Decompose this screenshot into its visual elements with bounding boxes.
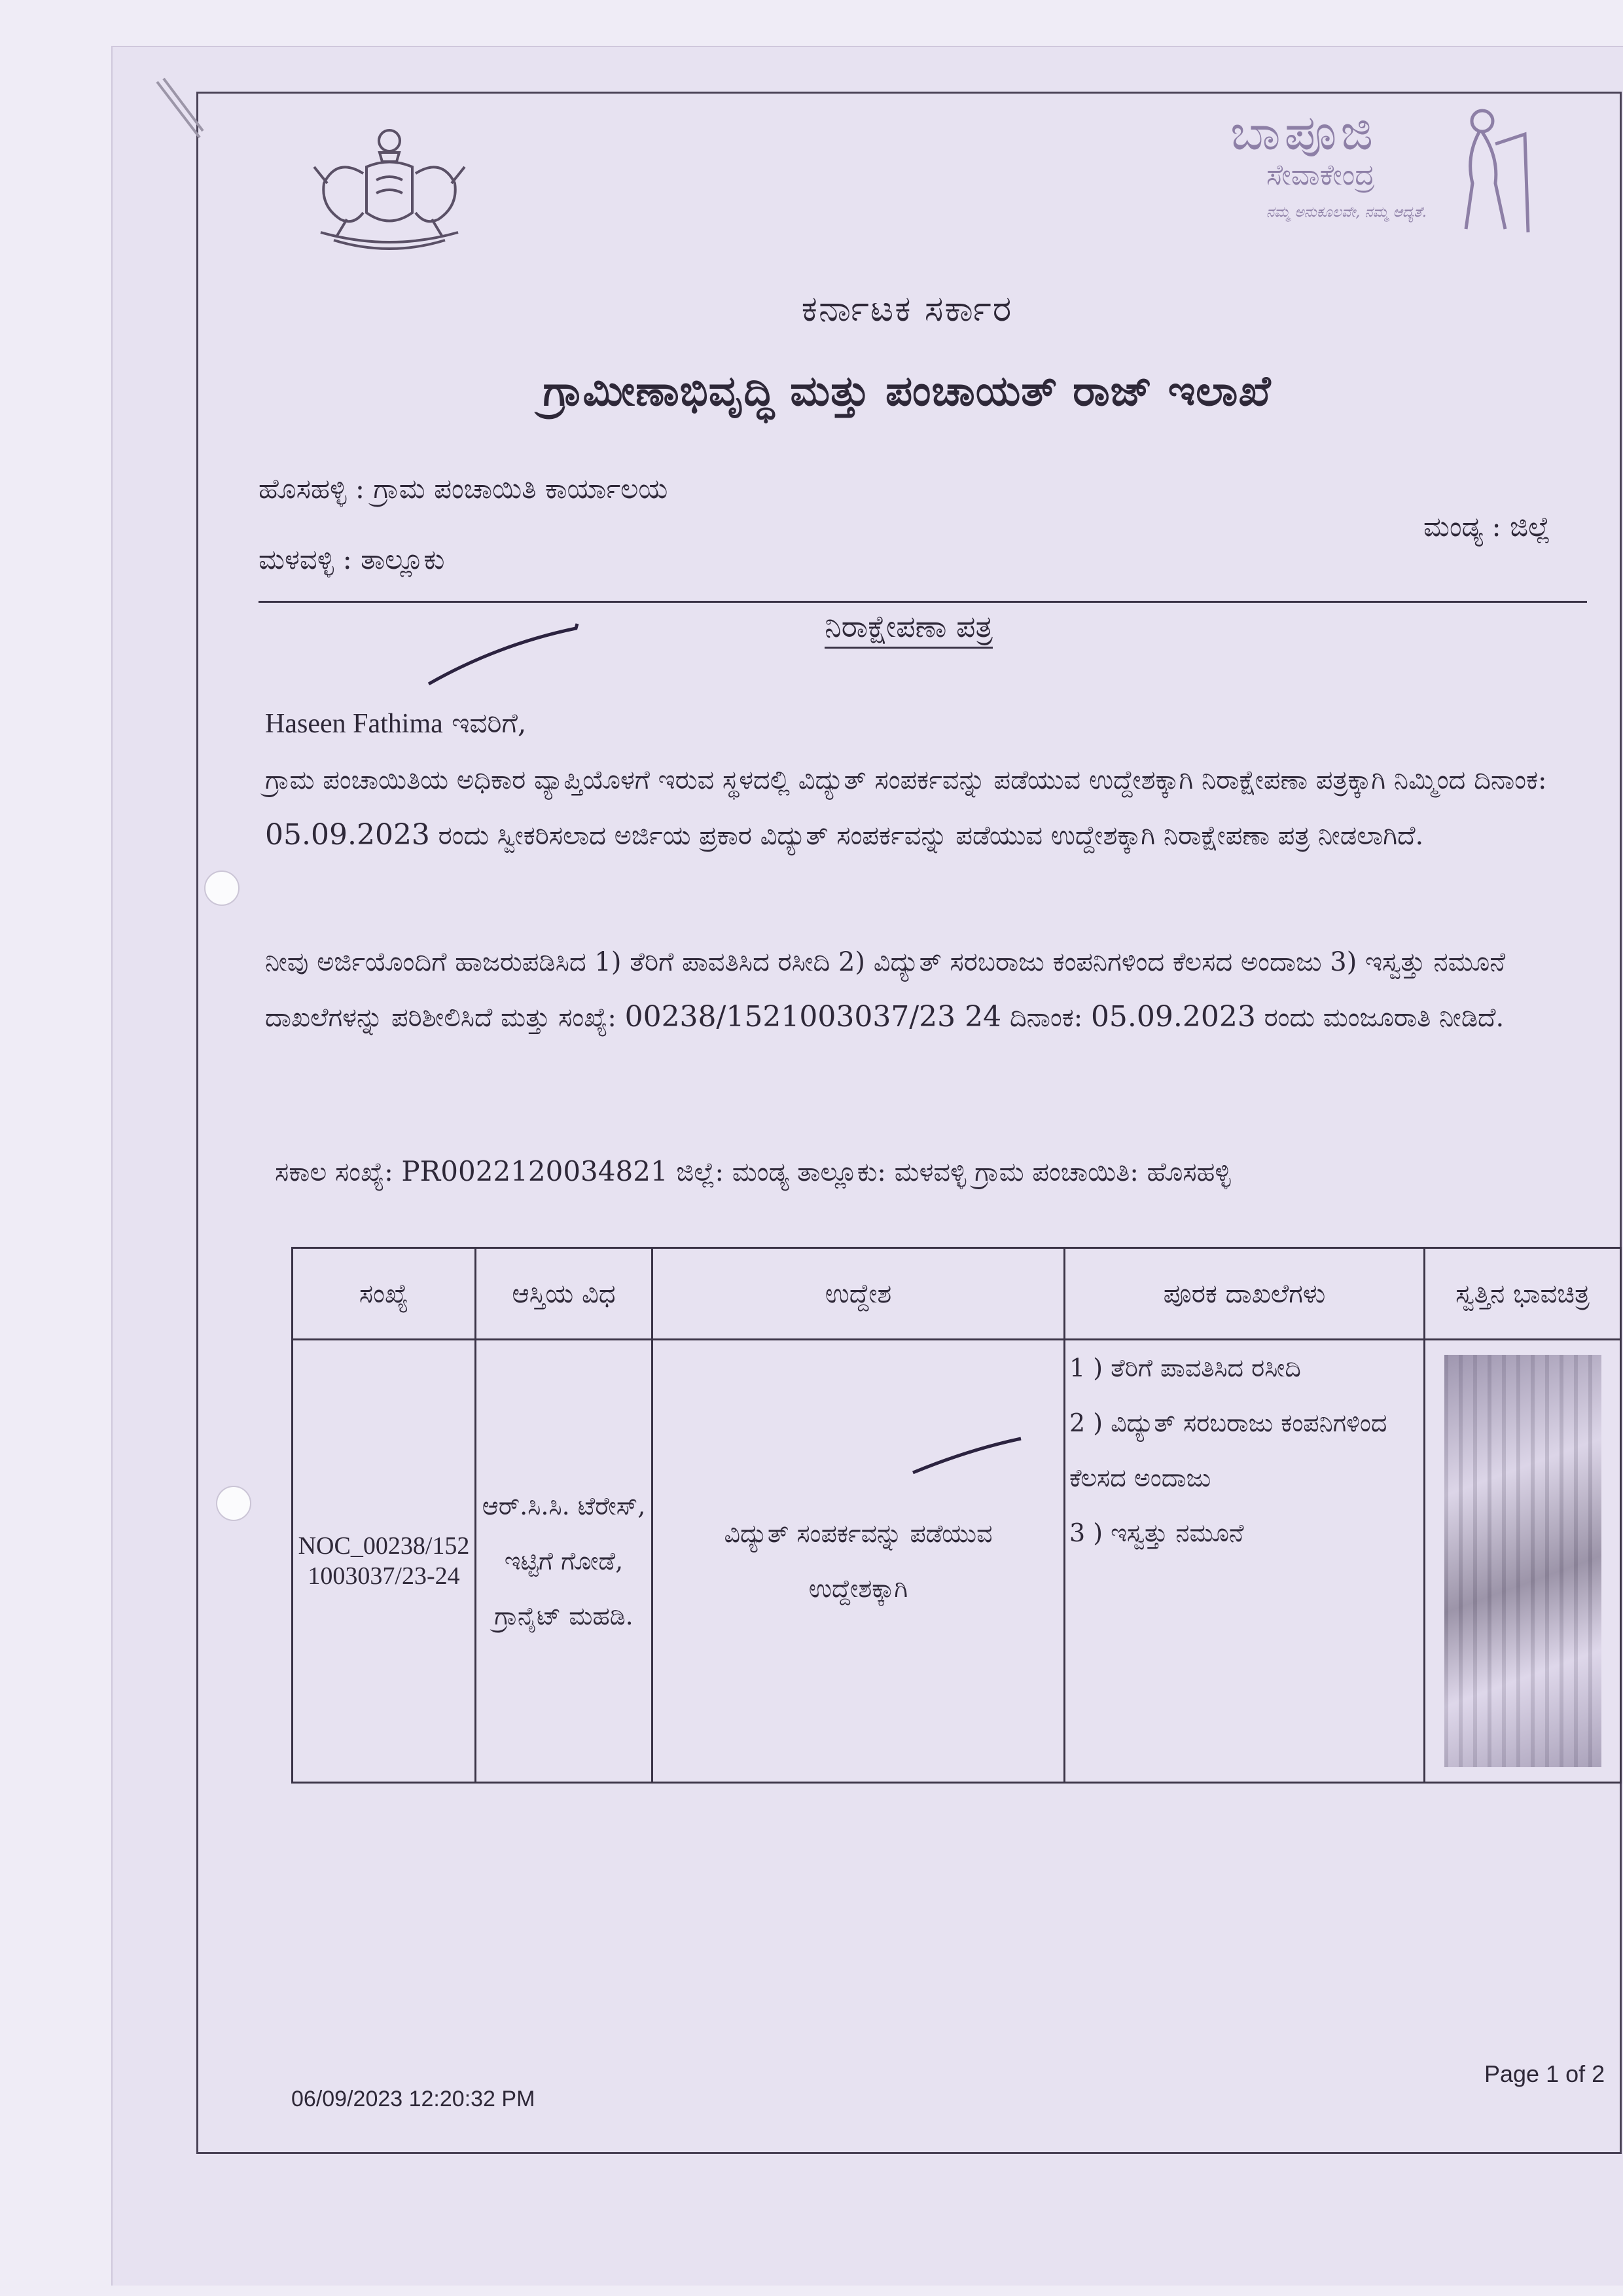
col-header-purpose: ಉದ್ದೇಶ bbox=[652, 1248, 1065, 1340]
col-header-property-type: ಆಸ್ತಿಯ ವಿಧ bbox=[476, 1248, 652, 1340]
gandhi-silhouette-icon bbox=[1446, 105, 1538, 236]
approval-number: 00238/1521003037/23 24 bbox=[624, 1000, 1002, 1033]
staple-mark bbox=[154, 75, 206, 147]
table-row bbox=[293, 1340, 1621, 1783]
punch-hole bbox=[204, 870, 240, 906]
purpose-cell: ವಿದ್ಯುತ್ ಸಂಪರ್ಕವನ್ನು ಪಡೆಯುವ ಉದ್ದೇಶಕ್ಕಾಗಿ bbox=[652, 1340, 1065, 1783]
approval-date: 05.09.2023 bbox=[1090, 1000, 1256, 1033]
noc-details-table bbox=[291, 1247, 1622, 1784]
photo-cell bbox=[1425, 1340, 1621, 1783]
table-header-row bbox=[293, 1248, 1621, 1340]
department-heading: ಗ್ರಾಮೀಣಾಭಿವೃದ್ಧಿ ಮತ್ತು ಪಂಚಾಯತ್ ರಾಜ್ ಇಲಾಖೆ bbox=[543, 367, 1272, 416]
para2-text-c: ರಂದು ಮಂಜೂರಾತಿ ನೀಡಿದೆ. bbox=[1255, 1003, 1505, 1033]
logo-name: ಬಾಪೂಜಿ bbox=[1230, 105, 1378, 161]
document-item: 2 ) ವಿದ್ಯುತ್ ಸರಬರಾಜು ಕಂಪನಿಗಳಿಂದ ಕೆಲಸದ ಅಂದಾಜು bbox=[1069, 1408, 1387, 1492]
noc-number-cell: NOC_00238/1521003037/23-24 bbox=[293, 1340, 476, 1783]
property-photo bbox=[1444, 1355, 1601, 1767]
col-header-number: ಸಂಖ್ಯೆ bbox=[293, 1248, 476, 1340]
recipient-name: Haseen Fathima bbox=[265, 709, 443, 739]
sakala-location: ಜಿಲ್ಲೆ: ಮಂಡ್ಯ ತಾಲ್ಲೂಕು: ಮಳವಳ್ಳಿ ಗ್ರಾಮ ಪಂಚಾಯಿತಿ: ಹೊಸಹಳ್ಳಿ bbox=[668, 1157, 1231, 1187]
para1-text-a: ಗ್ರಾಮ ಪಂಚಾಯಿತಿಯ ಅಧಿಕಾರ ವ್ಯಾಪ್ತಿಯೊಳಗೆ ಇರುವ ಸ್ಥಳದಲ್ಲಿ ವಿದ್ಯುತ್ ಸಂಪರ್ಕವನ್ನು ಪಡೆಯುವ ಉದ್ದೇಶಕ್ಕಾಗಿ ನಿರಾಕ್ಷೇಪಣಾ ಪತ್ರಕ್ಕಾಗಿ ನಿಮ್ಮಿಂದ ದಿನಾಂಕ: bbox=[265, 765, 1547, 795]
property-type-cell: ಆರ್.ಸಿ.ಸಿ. ಟೆರೇಸ್, ಇಟ್ಟಿಗೆ ಗೋಡೆ, ಗ್ರಾನೈಟ್ ಮಹಡಿ. bbox=[476, 1340, 652, 1783]
documents-cell bbox=[1065, 1340, 1425, 1783]
para2-text-a: ನೀವು ಅರ್ಜಿಯೊಂದಿಗೆ ಹಾಜರುಪಡಿಸಿದ 1) ತೆರಿಗೆ ಪಾವತಿಸಿದ ರಸೀದಿ 2) ವಿದ್ಯುತ್ ಸರಬರಾಜು ಕಂಪನಿಗಳಿಂದ ಕೆಲಸದ ಅಂದಾಜು 3) ಇಸ್ವತ್ತು ನಮೂನೆ ದಾಖಲೆಗಳನ್ನು ಪರಿಶೀಲಿಸಿದೆ ಮತ್ತು ಸಂಖ್ಯೆ: bbox=[265, 947, 1506, 1033]
pen-tick-mark bbox=[910, 1433, 1027, 1479]
taluk-line: ಮಳವಳ್ಳಿ : ತಾಲ್ಲೂಕು bbox=[259, 543, 445, 575]
paragraph-application bbox=[265, 753, 1587, 863]
office-line: ಹೊಸಹಳ್ಳಿ : ಗ್ರಾಮ ಪಂಚಾಯಿತಿ ಕಾರ್ಯಾಲಯ bbox=[259, 473, 668, 505]
para1-text-b: ರಂದು ಸ್ವೀಕರಿಸಲಾದ ಅರ್ಜಿಯ ಪ್ರಕಾರ ವಿದ್ಯುತ್ ಸಂಪರ್ಕವನ್ನು ಪಡೆಯುವ ಉದ್ದೇಶಕ್ಕಾಗಿ ನಿರಾಕ್ಷೇಪಣಾ ಪತ್ರ ನೀಡಲಾಗಿದೆ. bbox=[429, 821, 1424, 851]
pen-tick-mark bbox=[425, 619, 582, 691]
sakala-number: PR0022120034821 bbox=[401, 1155, 668, 1187]
document-item: 3 ) ಇಸ್ವತ್ತು ನಮೂನೆ bbox=[1069, 1518, 1244, 1547]
sakala-line bbox=[275, 1155, 1231, 1187]
government-heading: ಕರ್ನಾಟಕ ಸರ್ಕಾರ bbox=[801, 288, 1013, 329]
bapuji-logo bbox=[1230, 105, 1538, 236]
paragraph-approval bbox=[265, 935, 1587, 1045]
salutation-suffix: ಇವರಿಗೆ, bbox=[442, 707, 527, 739]
punch-hole bbox=[216, 1486, 251, 1521]
header-divider bbox=[259, 601, 1587, 603]
col-header-photo: ಸ್ವತ್ತಿನ ಭಾವಚಿತ್ರ bbox=[1425, 1248, 1621, 1340]
salutation bbox=[265, 707, 526, 740]
logo-subtitle: ಸೇವಾಕೇಂದ್ರ bbox=[1266, 158, 1375, 192]
page-indicator: Page 1 of 2 bbox=[1484, 2060, 1605, 2087]
logo-tagline: ನಮ್ಮ ಅನುಕೂಲವೇ, ನಮ್ಮ ಆದ್ಯತೆ. bbox=[1266, 204, 1427, 221]
sakala-label: ಸಕಾಲ ಸಂಖ್ಯೆ: bbox=[275, 1157, 402, 1187]
district-line: ಮಂಡ್ಯ : ಜಿಲ್ಲೆ bbox=[1423, 511, 1551, 543]
karnataka-emblem-icon bbox=[301, 121, 478, 259]
document-item: 1 ) ತೆರಿಗೆ ಪಾವತಿಸಿದ ರಸೀದಿ bbox=[1069, 1354, 1301, 1382]
col-header-documents: ಪೂರಕ ದಾಖಲೆಗಳು bbox=[1065, 1248, 1425, 1340]
application-date: 05.09.2023 bbox=[265, 818, 430, 852]
document-title: ನಿರಾಕ್ಷೇಪಣಾ ಪತ್ರ bbox=[825, 609, 993, 649]
para2-text-b: ದಿನಾಂಕ: bbox=[1001, 1003, 1091, 1033]
print-timestamp: 06/09/2023 12:20:32 PM bbox=[291, 2087, 535, 2111]
